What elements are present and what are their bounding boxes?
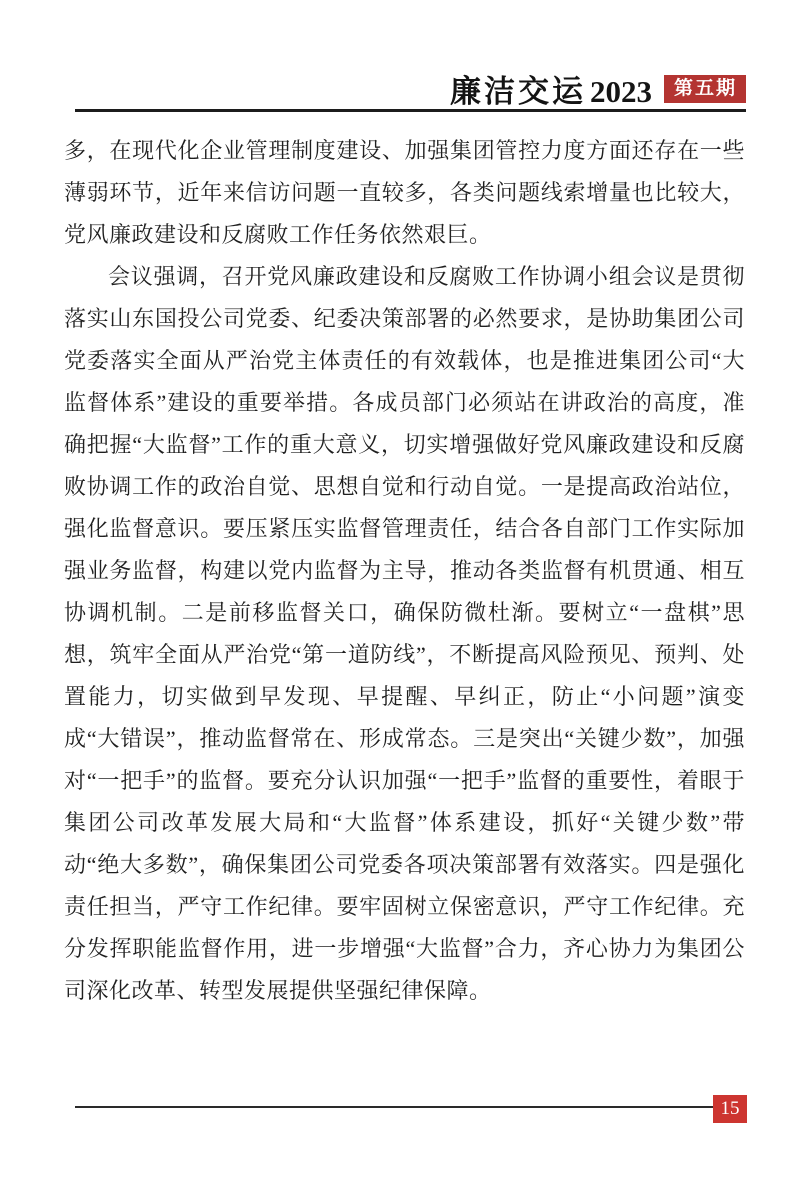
masthead-year: 2023 <box>589 74 652 109</box>
paragraph: 会议强调，召开党风廉政建设和反腐败工作协调小组会议是贯彻落实山东国投公司党委、纪委决策部署的必然要求，是协助集团公司党委落实全面从严治党主体责任的有效载体，也是推进集团公司“大监督体系”建设的重要举措。各成员部门必须站在讲政治的高度，准确把握“大监督”工作的重大意义，切实增强做好党风廉政建设和反腐败协调工作的政治自觉、思想自觉和行动自觉。一是提高政治站位，强化监督意识。要压紧压实监督管理责任，结合各自部门工作实际加强业务监督，构建以党内监督为主导，推动各类监督有机贯通、相互协调机制。二是前移监督关口，确保防微杜渐。要树立“一盘棋”思想，筑牢全面从严治党“第一道防线”，不断提高风险预见、预判、处置能力，切实做到早发现、早提醒、早纠正，防止“小问题”演变成“大错误”，推动监督常在、形成常态。三是突出“关键少数”，加强对“一把手”的监督。要充分认识加强“一把手”监督的重要性，着眼于集团公司改革发展大局和“大监督”体系建设，抓好“关键少数”带动“绝大多数”，确保集团公司党委各项决策部署有效落实。四是强化责任担当，严守工作纪律。要牢固树立保密意识，严守工作纪律。充分发挥职能监督作用，进一步增强“大监督”合力，齐心协力为集团公司深化改革、转型发展提供坚强纪律保障。 <box>64 264 745 1003</box>
article-body <box>64 130 745 1012</box>
masthead <box>450 66 746 111</box>
page-number-badge: 15 <box>713 1095 747 1123</box>
masthead-title <box>450 66 652 111</box>
masthead-title-text: 廉洁交运 <box>449 74 586 109</box>
header-rule <box>75 109 746 112</box>
footer-rule <box>75 1106 713 1108</box>
issue-badge: 第五期 <box>664 75 746 103</box>
paragraph: 多，在现代化企业管理制度建设、加强集团管控力度方面还存在一些薄弱环节，近年来信访问题一直较多，各类问题线索增量也比较大，党风廉政建设和反腐败工作任务依然艰巨。 <box>64 138 745 247</box>
